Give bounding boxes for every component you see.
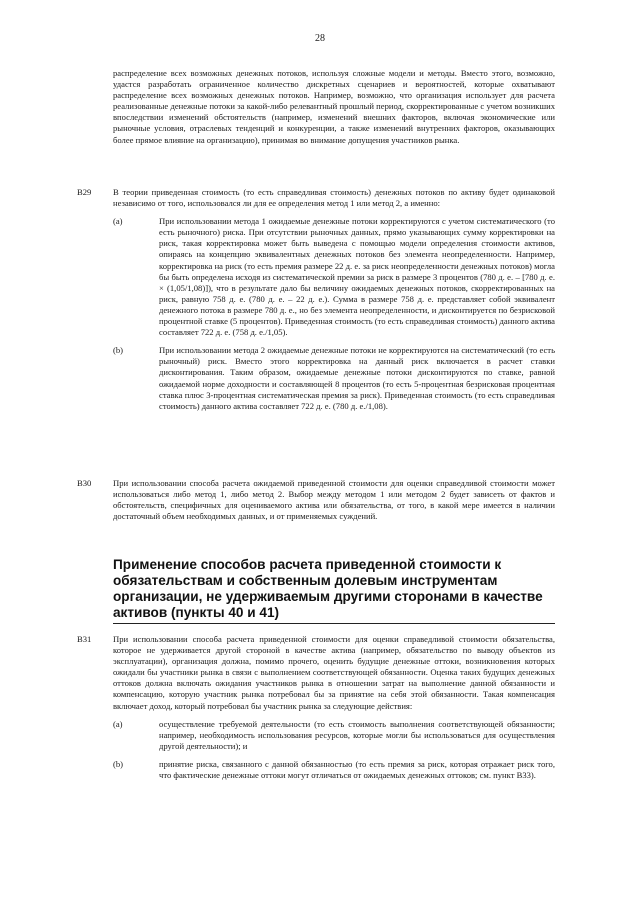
paragraph-text: В теории приведенная стоимость (то есть справедливая стоимость) денежных потоков по активу будет одинаковой независимо от того, использовался ли для ее определения метод 1 или метод 2, а именно: [113, 187, 555, 209]
list-item-text: осуществление требуемой деятельности (то есть стоимость выполнения соответствующей обязанности; например, необходимость использования ресурсов, которые могли бы использоваться для осуществления другой деятельности); и [159, 718, 555, 751]
paragraph-text: При использовании способа расчета ожидаемой приведенной стоимости для оценки справедливой стоимости может использоваться либо метод 1, либо метод 2. Выбор между методом 1 или методом 2 будет зависеть от фактов и обстоятельств, специфичных для оцениваемого актива или обязательства, от того, в какой мере имеется в наличии достаточный объем необходимых данных, и от применяемых суждений. [113, 478, 555, 522]
list-item-label: (a) [113, 216, 123, 227]
page-number: 28 [315, 33, 325, 44]
intro-paragraph: распределение всех возможных денежных потоков, используя сложные модели и методы. Вместо этого, возможно, удастся разработать ограниченное количество дискретных сценариев и вероятностей, которые охватывают распределение всех возможных денежных потоков. Например, возможно, что организация использует для расчета реализованные денежные потоки за какой-либо релевантный прошлый период, скорректированные с учетом возникших впоследствии изменений обстоятельств (например, изменений внешних факторов, включая экономические или рыночные условия, отраслевых тенденций и конкуренции, а также изменений внутренних факторов, оказывающих более прямое влияние на организацию), принимая во внимание допущения участников рынка. [113, 68, 555, 145]
list-item [113, 216, 555, 338]
paragraph-b31 [77, 634, 555, 781]
paragraph-number: B30 [77, 478, 92, 488]
paragraph-b30 [77, 478, 555, 522]
section-heading: Применение способов расчета приведенной стоимости к обязательствам и собственным долевым инструментам организации, не удерживаемым другими сторонами в качестве активов (пункты 40 и 41) [113, 557, 543, 620]
paragraph-b29 [77, 187, 555, 412]
list-item-text: принятие риска, связанного с данной обязанностью (то есть премия за риск, которая отражает риск того, что фактические денежные оттоки могут отличаться от ожидаемых денежных оттоков; см. пункт В33). [159, 758, 555, 781]
list-item [113, 719, 555, 752]
list-item-label: (b) [113, 758, 124, 769]
paragraph-number: B29 [77, 187, 92, 197]
list-item [113, 759, 555, 781]
list-item [113, 345, 555, 412]
list-item-text: При использовании метода 2 ожидаемые денежные потоки не корректируются на систематический (то есть рыночный) риск. Вместо этого корректировка на данный риск включается в расчет ставки дисконтирования. Таким образом, ожидаемые денежные потоки дисконтируются по ставке, равной ожидаемой норме доходности и составляющей 8 процентов (то есть 5-процентная безрисковая процентная ставка плюс 3-процентная систематическая премия за риск). Приведенная стоимость (то есть справедливая стоимость) данного актива составляет 722 д. е. (780 д. е./1,08). [159, 345, 555, 411]
list-item-text: При использовании метода 1 ожидаемые денежные потоки корректируются с учетом систематического (то есть рыночного) риска. При отсутствии рыночных данных, прямо указывающих сумму корректировки на риск, такая корректировка может быть выведена с помощью модели определения стоимости активов, опираясь на концепцию эквивалентных денежных потоков без элемента неопределенности. Например, корректировка на риск (то есть премия размере 22 д. е. за риск неопределенности денежных потоков) могла бы быть определена исходя из систематической премии за риск в размере 3 процентов (780 д. е. – [780 д. е. × (1,05/1,08)]), что в результате дало бы величину ожидаемых денежных потоков, скорректированных на риск, равную 758 д. е. (780 д. е. – 22 д. е.). Сумма в размере 758 д. е. представляет собой эквивалент денежного потока в размере 780 д. е., но без элемента неопределенности, и дисконтируется по безрисковой процентной ставке (5 процентов). Приведенная стоимость (то есть справедливая стоимость) данного актива составляет 722 д. е. (758 д. е./1,05). [159, 216, 555, 338]
paragraph-number: B31 [77, 634, 92, 644]
heading-rule [113, 623, 555, 624]
paragraph-text: При использовании способа расчета приведенной стоимости для оценки справедливой стоимости обязательства, которое не удерживается другой стороной в качестве актива (например, обязательство по выводу объектов из эксплуатации), организация должна, помимо прочего, оценить будущие денежные оттоки, возникновения которых ожидали бы участники рынка в связи с выполнением соответствующей обязанности. Оценка таких будущих денежных оттоков должна включать ожидания участников рынка в отношении затрат на выполнение данной обязанности и компенсацию, которую участник рынка потребовал бы за принятие на себя этой обязанности. Такая компенсация включает доход, который потребовал бы участник рынка за следующие действия: [113, 634, 555, 711]
list-item-label: (a) [113, 718, 123, 729]
list-item-label: (b) [113, 345, 124, 356]
